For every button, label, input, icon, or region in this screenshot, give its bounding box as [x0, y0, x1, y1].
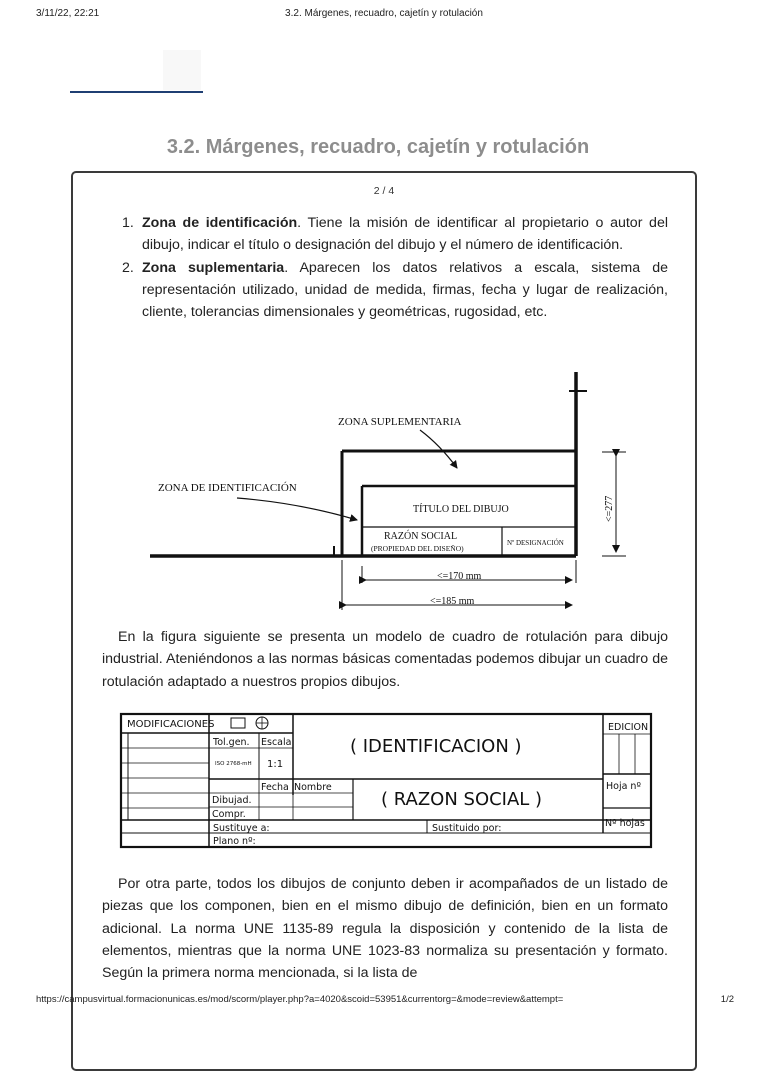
paragraph-components: Por otra parte, todos los dibujos de conjunto deben ir acompañados de un listado de piezas que los componen, bien en el mismo dibujo de definición, bien en un formato adicional. La norma UNE 1135-89 regula la disposición y contenido de la lista de elementos, mientras que la norma UNE 1023-83 normaliza su presentación y formato. Según la primera norma mencionada, si la lista de	[102, 876, 668, 982]
label-dim-170: <=170 mm	[437, 571, 482, 582]
list-item-term: Zona de identificación	[142, 215, 298, 231]
tb-fecha: Fecha	[261, 782, 289, 793]
print-datetime: 3/11/22, 22:21	[36, 8, 100, 19]
tb-edicion: EDICION	[608, 722, 649, 733]
paragraph-intro: En la figura siguiente se presenta un modelo de cuadro de rotulación para dibujo industrial. Ateniéndonos a las normas básicas comentadas podemos dibujar un cuadro de rotulación adaptado a nuestros propios dibujos.	[102, 629, 668, 690]
label-dim-185: <=185 mm	[430, 596, 475, 607]
tb-scale-value: 1:1	[267, 759, 284, 770]
tb-razon-social: ( RAZON SOCIAL )	[381, 789, 543, 810]
tb-sustituye: Sustituye a:	[213, 823, 270, 834]
label-designacion: Nº DESIGNACIÓN	[507, 539, 564, 547]
logo-placeholder	[163, 50, 201, 90]
list-item: 2. Zona suplementaria. Aparecen los datos relativos a escala, sistema de representación utilizado, unidad de medida, firmas, fecha y lugar de realización, cliente, tolerancias dimensionales y geométricas, rugosidad, etc.	[122, 259, 668, 321]
label-zona-suplementaria: ZONA SUPLEMENTARIA	[338, 416, 462, 428]
zones-diagram	[150, 366, 630, 611]
list-item-text: . Tiene la misión de identificar al propietario o autor del dibujo, indicar el título o designación del dibujo y el número de identificación.	[142, 215, 668, 254]
tb-n-hojas: Nº hojas	[605, 818, 645, 829]
label-zona-identificacion: ZONA DE IDENTIFICACIÓN	[158, 482, 297, 494]
slide-indicator: 2 / 4	[373, 185, 395, 197]
tb-nombre: Nombre	[294, 782, 332, 793]
label-razon-social: RAZÓN SOCIAL	[384, 531, 458, 542]
zones-list	[118, 212, 668, 323]
tb-tol-gen: Tol.gen.	[213, 737, 250, 748]
tb-compr: Compr.	[212, 809, 246, 820]
label-dim-277: <=277	[604, 495, 615, 522]
label-propiedad: (PROPIEDAD DEL DISEÑO)	[371, 544, 464, 553]
print-page-count: 1/2	[720, 994, 734, 1005]
header-underline	[70, 91, 203, 93]
tb-plano: Plano nº:	[213, 836, 256, 847]
tb-identificacion: ( IDENTIFICACION )	[350, 736, 522, 757]
print-url: https://campusvirtual.formacionunicas.es/mod/scorm/player.php?a=4020&scoid=53951&currentorg=&mode=review&attempt=	[36, 994, 564, 1005]
list-item-term: Zona suplementaria	[142, 259, 285, 276]
tb-dibujad: Dibujad.	[212, 795, 252, 806]
tb-hoja: Hoja nº	[606, 781, 641, 792]
title-block-figure	[118, 711, 653, 851]
print-tab-title: 3.2. Márgenes, recuadro, cajetín y rotulación	[285, 8, 483, 19]
list-item: 1. Zona de identificación. Tiene la misión de identificar al propietario o autor del dibujo, indicar el título o designación del dibujo y el número de identificación.	[122, 215, 668, 254]
tb-iso: ISO 2768-mH	[215, 761, 252, 767]
tb-sustituido: Sustituido por:	[432, 823, 502, 834]
tb-escala: Escala	[261, 737, 292, 748]
page-title: 3.2. Márgenes, recuadro, cajetín y rotulación	[166, 136, 590, 158]
tb-modificaciones: MODIFICACIONES	[127, 719, 215, 730]
label-titulo-dibujo: TÍTULO DEL DIBUJO	[413, 504, 509, 515]
list-item-text: . Aparecen los datos relativos a escala, sistema de representación utilizado, unidad de medida, firmas, fecha y lugar de realización, cliente, tolerancias dimensionales y geométricas, rugosidad, etc.	[142, 259, 668, 321]
